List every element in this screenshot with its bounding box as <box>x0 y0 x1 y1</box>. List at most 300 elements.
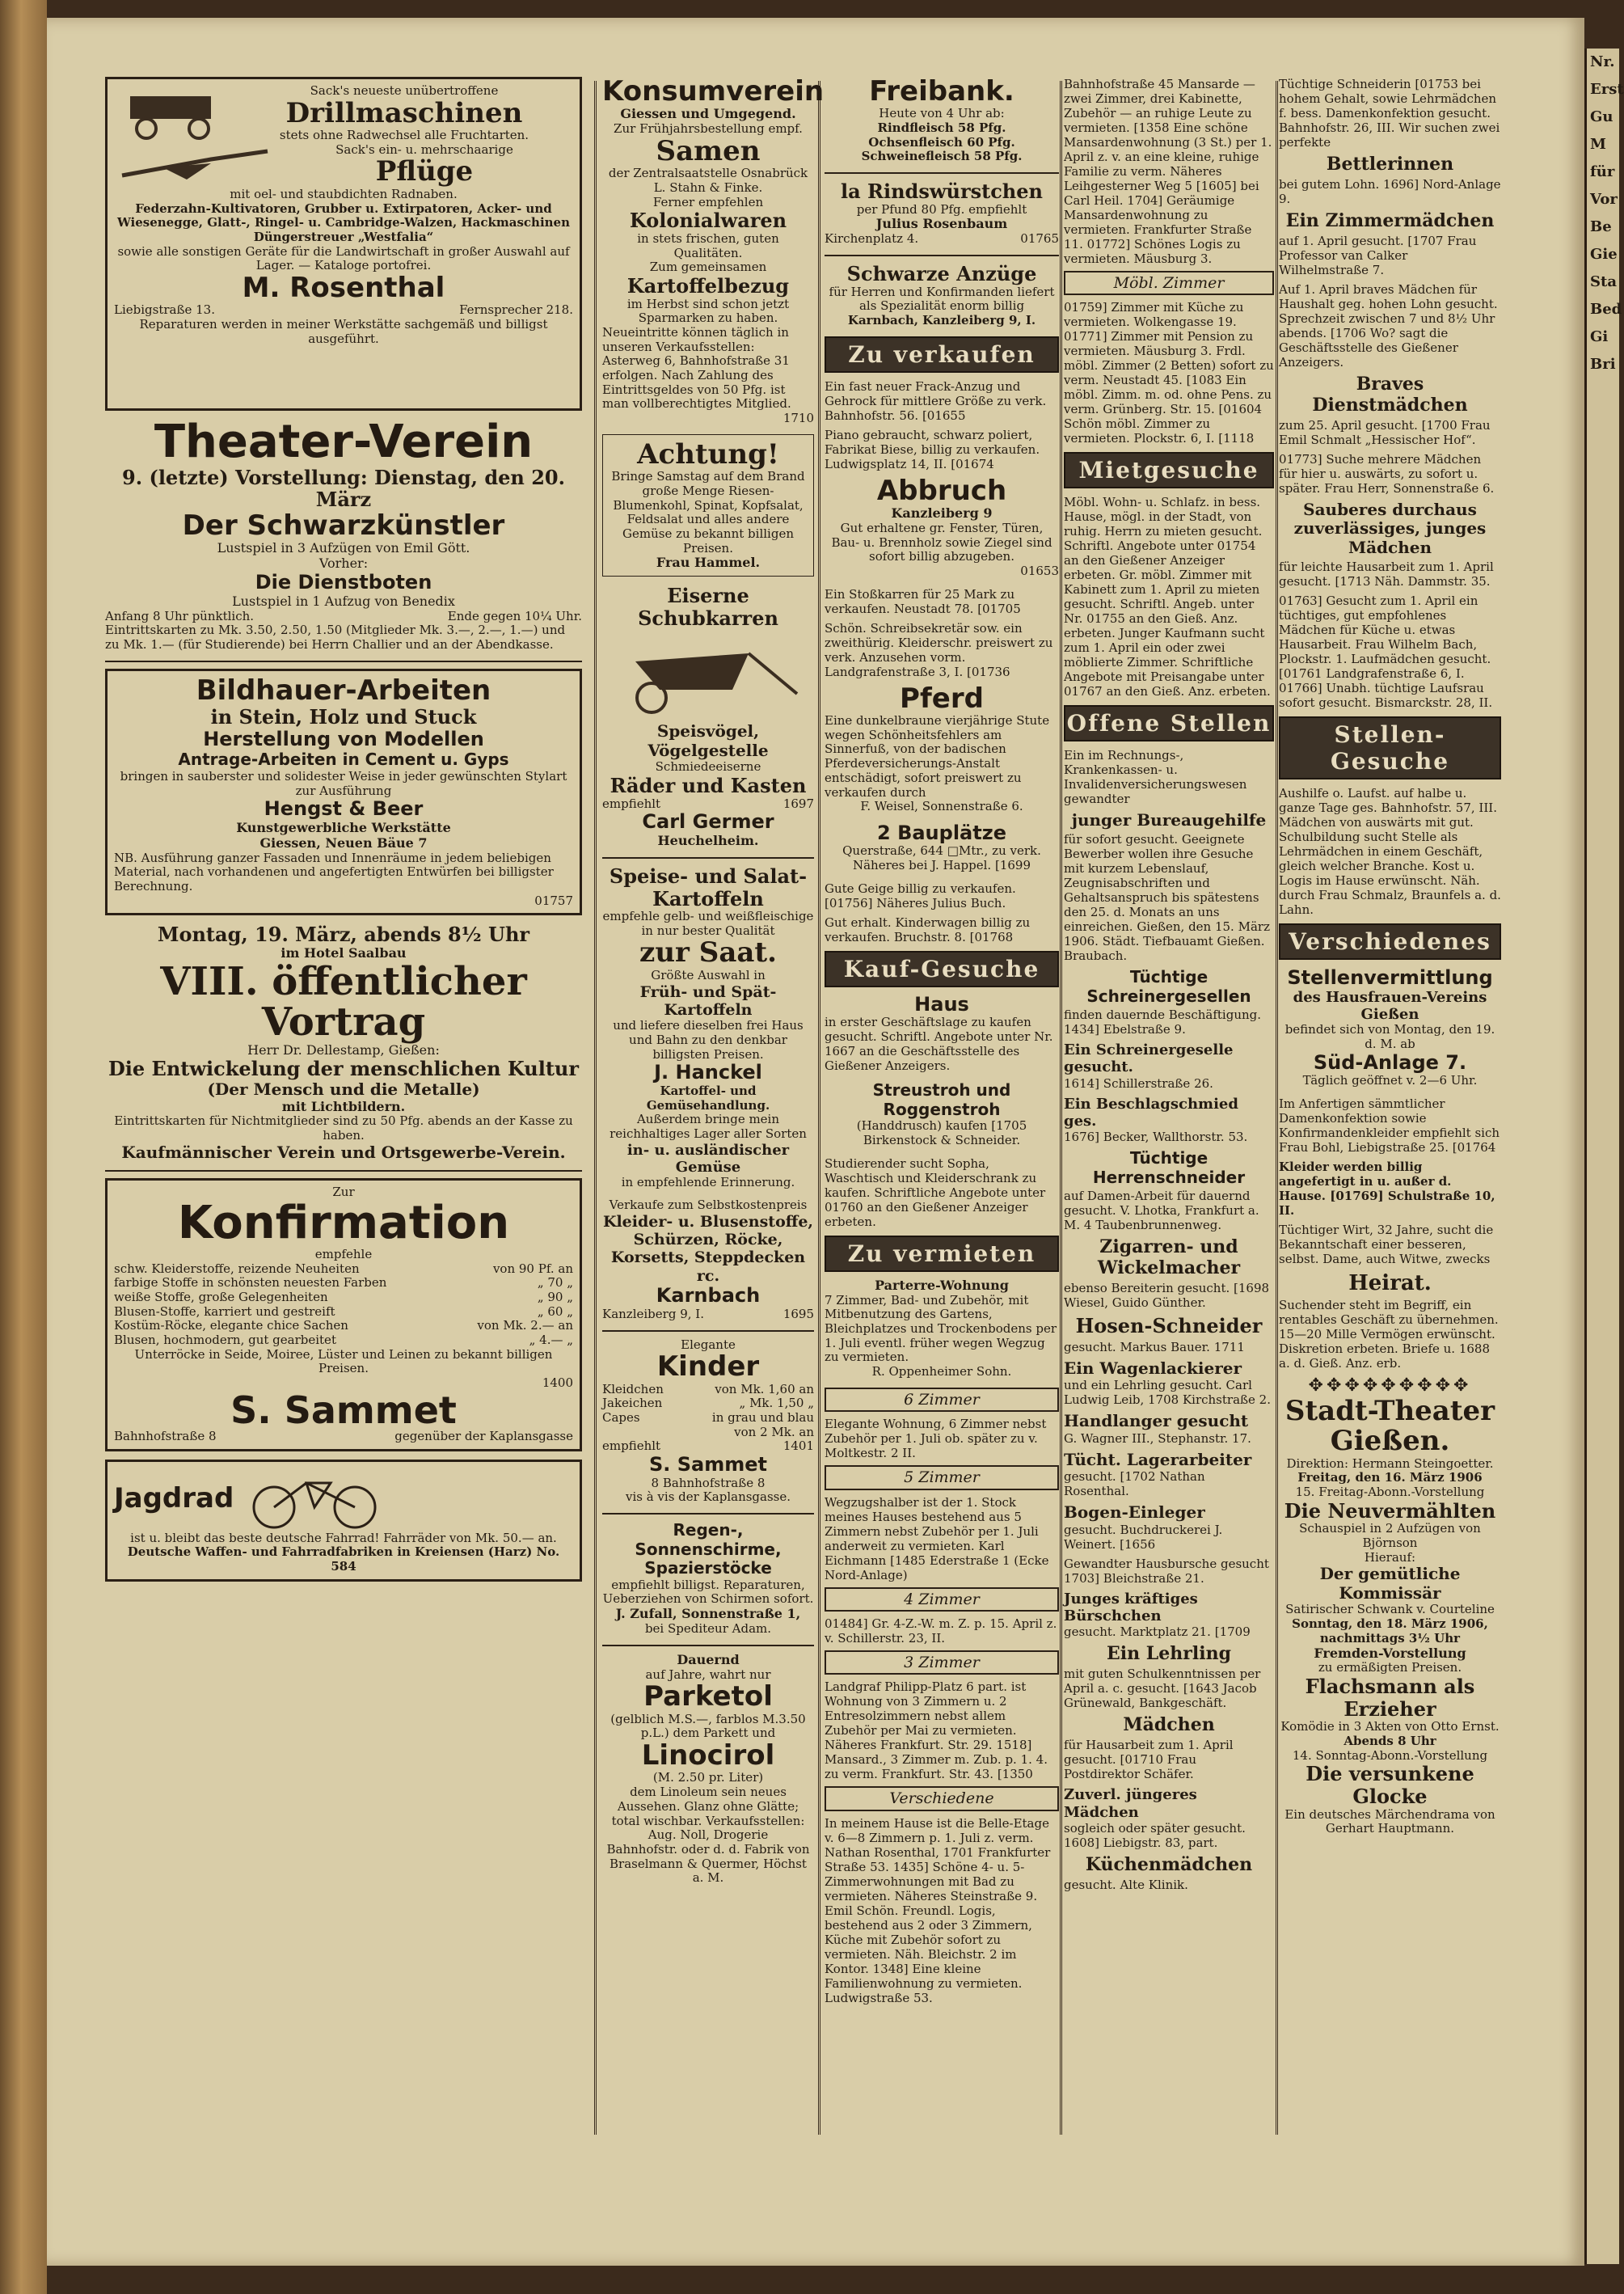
konf-empfehle: empfehle <box>314 1246 373 1261</box>
seed-drill-icon <box>114 84 235 141</box>
kartoffeln-saat3: und liefere dieselben frei Haus und Bahn zu den denkbar billigsten Preisen. <box>613 1018 804 1062</box>
stadttheater-hierauf: Hierauf: <box>1364 1549 1416 1565</box>
classified-ad: Im Anfertigen sämmtlicher Damenkonfektion sowie Konfirmandenkleider empfiehlt sich Frau Bohl, Liebigstraße 25. [01764 <box>1279 1096 1500 1155</box>
anzuege-company: Karnbach, Kanzleiberg 9, I. <box>847 312 1036 327</box>
stadttheater-play2: Der gemütliche Kommissär <box>1319 1564 1461 1603</box>
wohnung-ad <box>825 1278 1059 1379</box>
stroh-title: Streustroh und Roggenstroh <box>872 1080 1011 1119</box>
adjacent-text: für <box>1590 163 1615 180</box>
classified-ad: G. Wagner III., Stephanstr. 17. <box>1064 1430 1251 1446</box>
classified-ad: Elegante Wohnung, 6 Zimmer nebst Zubehör per 1. Juli ob. später zu v. Moltkestr. 2 II. <box>825 1417 1047 1461</box>
plough-sub: mit oel- und staubdichten Radnaben. <box>230 186 458 201</box>
karnbach-address: Kanzleiberg 9, I. <box>602 1306 704 1321</box>
pferd-ad <box>825 684 1059 814</box>
achtung-name: Frau Hammel. <box>656 555 761 571</box>
classified-ad: Gut erhalt. Kinderwagen billig zu verkaufen. Bruchstr. 8. [01768 <box>825 915 1031 944</box>
vermittlung-title: Stellenvermittlung <box>1287 965 1493 989</box>
bildhauer-text: bringen in sauberster und solidester Weise in jeder gewünschten Stylart zur Ausführung <box>120 768 567 798</box>
schirme-sub: bei Spediteur Adam. <box>644 1621 772 1637</box>
kinder-title: Kinder <box>656 1350 760 1384</box>
section-kauf-gesuche: Kauf-Gesuche <box>825 951 1059 987</box>
adjacent-text: Bri <box>1590 356 1616 373</box>
konsum-sub: Giessen und Umgegend. <box>620 106 796 122</box>
zigarren-title: Zigarren- und Wickelmacher <box>1097 1236 1241 1279</box>
adjacent-text: Vor <box>1590 191 1618 208</box>
stroh-sub: (Handdrusch) kaufen [1705 <box>856 1118 1027 1134</box>
konf-item-price: von 90 Pf. an <box>492 1261 573 1276</box>
kinder-item-label: Capes <box>602 1409 640 1425</box>
schirme-company: J. Zufall, Sonnenstraße 1, <box>615 1606 801 1622</box>
drill-note: sowie alle sonstigen Geräte für die Landwirtschaft in großer Auswahl auf Lager. — Kataloge portofrei. <box>117 243 570 273</box>
abbruch-text: Gut erhaltene gr. Fenster, Türen, Bau- u. Brennholz sowie Ziegel sind sofort billig abzugeben. <box>831 520 1052 564</box>
bildhauer-ad <box>105 669 582 916</box>
subsection-4-zimmer: 4 Zimmer <box>825 1587 1059 1612</box>
konsum-intro: Zur Frühjahrsbestellung empf. <box>614 121 803 137</box>
konsum-code: 1710 <box>782 411 814 426</box>
stroh-ad <box>825 1081 1059 1148</box>
vermittlung-sub: des Hausfrauen-Vereins Gießen <box>1293 989 1487 1024</box>
classified-ad: 1676] Becker, Wallthorstr. 53. <box>1064 1130 1248 1145</box>
konf-item-label: farbige Stoffe in schönsten neuesten Farben <box>114 1275 387 1291</box>
parketol-text2: Bahnhofstr. oder d. d. Fabrik von Braselmann & Quermer, Höchst a. M. <box>606 1841 810 1886</box>
kueche-title: Küchenmädchen <box>1085 1853 1253 1875</box>
kartoffeln-saat2: Früh- und Spät-Kartoffeln <box>639 982 777 1019</box>
germer-name: Carl Germer <box>642 810 774 834</box>
bauplaetze-title: 2 Bauplätze <box>877 821 1006 844</box>
karnbach-ad <box>602 1198 814 1322</box>
stadttheater-play2-sub: Satirischer Schwank v. Courteline <box>1285 1602 1495 1617</box>
stadttheater-title: Stadt-Theater Gießen. <box>1284 1394 1495 1458</box>
sued-text: Täglich geöffnet v. 2—6 Uhr. <box>1302 1073 1478 1088</box>
parketol-text: dem Linoleum sein neues Aussehen. Glanz ohne Glätte; total wischbar. Verkaufsstellen: Aug. Noll, Drogerie <box>611 1785 805 1843</box>
achtung-text: Bringe Samstag auf dem Brand große Menge Riesen-Blumenkohl, Spinat, Kopfsalat, Feldsalat und alles andere Gemüse zu bekannt billigen Preisen. <box>611 469 805 556</box>
stadttheater-fremden: Fremden-Vorstellung <box>1314 1645 1466 1661</box>
drill-list: Federzahn-Kultivatoren, Grubber u. Extirpatoren, Acker- und Wiesenegge, Glatt-, Ringel- u. Cambridge-Walzen, Hackmaschinen Düngerstreuer „Westfalia“ <box>116 201 571 244</box>
theater-line: 9. (letzte) Vorstellung: Dienstag, den 20. März <box>122 465 565 512</box>
konsum-kartoffel: Kartoffelbezug <box>626 274 790 298</box>
theater-play-sub: Lustspiel in 3 Aufzügen von Emil Gött. <box>217 540 470 556</box>
konf-item-price: von Mk. 2.— an <box>477 1318 573 1333</box>
herren-title: Tüchtige Herrenschneider <box>1092 1148 1246 1187</box>
kartoffeln-note2: in- u. ausländischer Gemüse <box>626 1141 790 1177</box>
stadttheater-sonntag: Sonntag, den 18. März 1906, nachmittags 3½ Uhr <box>1292 1616 1488 1646</box>
pferd-text: Eine dunkelbraune vierjährige Stute wegen Schönheitsfehlers am Sinnerfuß, von der badischen Pferdeversicherungs-Anstalt entschädigt, sofort preiswert zu verkaufen durch <box>825 713 1050 800</box>
karnbach-intro: Verkaufe zum Selbstkostenpreis <box>609 1197 808 1212</box>
abbruch-title: Abbruch <box>876 474 1007 507</box>
konsum-kartoffel-sub: im Herbst sind schon jetzt Sparmarken zu haben. <box>626 296 790 326</box>
wurst-code: 01765 <box>1020 231 1059 247</box>
classified-ad: Wegzugshalber ist der 1. Stock meines Hauses bestehend aus 5 Zimmern nebst Zubehör per 1. Juli anderweit zu vermieten. Karl Eichmann [1485 Ederstraße 1 (Ecke Nord-Anlage) <box>825 1494 1049 1582</box>
wurst-address: Kirchenplatz 4. <box>825 231 919 247</box>
classified-ad: Auf 1. April braves Mädchen für Haushalt geg. hohen Lohn gesucht. Sprechzeit zwischen 7 und 8½ Uhr abends. [1706 Wo? sagt die Geschäftsstelle des Gießener Anzeigers. <box>1279 281 1498 370</box>
vortrag-title: VIII. öffentlicher Vortrag <box>160 958 527 1046</box>
classified-ad: gesucht. Buchdruckerei J. Weinert. [1656 <box>1064 1522 1223 1552</box>
anzuege-text: für Herren und Konfirmanden liefert als Spezialität enorm billig <box>829 284 1055 314</box>
kinder-address: 8 Bahnhofstraße 8 <box>651 1475 766 1490</box>
stadttheater-vorst2: 14. Sonntag-Abonn.-Vorstellung <box>1292 1747 1488 1763</box>
jagdrad-text: ist u. bleibt das beste deutsche Fahrrad! Fahrräder von Mk. 50.— an. <box>130 1530 557 1545</box>
konsumverein-ad <box>602 75 825 426</box>
wurst-company: Julius Rosenbaum <box>875 216 1008 232</box>
bildhauer-address: Giessen, Neuen Bäue 7 <box>259 834 428 851</box>
plough-icon <box>114 143 276 184</box>
rosenthal-phone: Fernsprecher 218. <box>459 302 573 318</box>
kinder-empfiehlt: empfiehlt <box>602 1439 661 1454</box>
wohnung-title: Parterre-Wohnung <box>875 1277 1009 1293</box>
konf-item-price: „ 90 „ <box>537 1290 573 1304</box>
schirme-text: empfiehlt billigst. Reparaturen, Ueberziehen von Schirmen sofort. <box>602 1577 814 1607</box>
bicycle-icon <box>242 1467 387 1531</box>
kinder-item-price: von Mk. 1,60 an <box>715 1381 814 1396</box>
konsum-samen-sub: der Zentralsaatstelle Osnabrück L. Stahn & Finke. <box>608 166 808 196</box>
stadttheater-vorst: 15. Freitag-Abonn.-Vorstellung <box>1295 1484 1485 1499</box>
konf-address: Bahnhofstraße 8 <box>114 1429 217 1444</box>
section-mietgesuche: Mietgesuche <box>1064 452 1274 488</box>
juengeres-title: Zuverl. jüngeres Mädchen <box>1064 1786 1197 1821</box>
vortrag-place: im Hotel Saalbau <box>281 944 407 961</box>
konf-title: Konfirmation <box>177 1197 510 1250</box>
classified-ad: für leichte Hausarbeit zum 1. April gesucht. [1713 Näh. Dammstr. 35. <box>1279 559 1494 589</box>
classified-ad: mit guten Schulkenntnissen per April a. c. gesucht. [1643 Jacob Grünewald, Bankgeschäft. <box>1064 1667 1261 1711</box>
konf-item-label: Blusen-Stoffe, karriert und gestreift <box>114 1303 335 1319</box>
konsum-samen: Samen <box>656 134 761 167</box>
burschen-title: Junges kräftiges Bürschchen <box>1064 1590 1198 1625</box>
column-rule <box>818 81 820 2135</box>
drill-sub: stets ohne Radwechsel alle Fruchtarten. <box>279 128 529 143</box>
classified-ad: Tüchtige Schneiderin [01753 bei hohem Gehalt, sowie Lehrmädchen f. bess. Damenkonfektion gesucht. Bahnhofstr. 26, III. Wir suchen zwei perfekte <box>1279 77 1500 150</box>
freibank-item: Rindfleisch 58 Pfg. <box>877 120 1006 136</box>
subsection-5-zimmer: 5 Zimmer <box>825 1465 1059 1489</box>
schreinergehilfe-title: Ein Schreinergeselle gesucht. <box>1064 1041 1234 1076</box>
schubkarren-code: 1697 <box>782 796 814 811</box>
freibank-title: Freibank. <box>869 75 1014 108</box>
stadttheater-play: Die Neuvermählten <box>1284 1498 1496 1523</box>
classified-ad: Studierender sucht Sopha, Waschtisch und Kleiderschrank zu kaufen. Schriftliche Angebote unter 01760 an den Gießener Anzeiger erbeten. <box>825 1155 1046 1229</box>
adjacent-text: Erst <box>1590 81 1624 98</box>
theater-tickets: Eintrittskarten zu Mk. 3.50, 2.50, 1.50 (Mitglieder Mk. 3.—, 2.—, 1.—) und zu Mk. 1.— (für Studierende) bei Herrn Challier und an der Abendkasse. <box>105 623 566 652</box>
wurst-title: la Rindswürstchen <box>841 180 1043 204</box>
adjacent-text: Bed <box>1590 301 1622 318</box>
classified-ad: 01763] Gesucht zum 1. April ein tüchtiges, gut empfohlenes Mädchen für Küche u. etwas Hausarbeit. Frau Wilhelm Bach, Plockstr. 1. Laufmädchen gesucht. [01761 Landgrafenstraße 6, I. 01766] Unabh. tüchtige Laufsrau sofort gesucht. Bismarckstr. 28, II. <box>1279 593 1493 710</box>
classified-ad: Tüchtiger Wirt, 32 Jahre, sucht die Bekanntschaft einer besseren, selbst. Dame, auch Witwe, zwecks <box>1279 1223 1494 1267</box>
section-zu-vermieten: Zu vermieten <box>825 1236 1059 1272</box>
column-1 <box>105 77 582 1590</box>
stellenvermittlung-ad <box>1279 966 1501 1088</box>
classified-ad: In meinem Hause ist die Belle-Etage v. 6—8 Zimmern p. 1. Juli z. verm. Nathan Rosenthal, 1701 Frankfurter Straße 53. 1435] Schöne 4- u. 5-Zimmerwohnungen mit Bad zu vermieten. Näheres Steinstraße 9. Emil Schön. Freundl. Logis, bestehend aus 2 oder 3 Zimmern, Küche mit Zubehör sofort zu vermieten. Näh. Bleichstr. 2 im Kontor. 1348] Eine kleine Familienwohnung zu vermieten. Ludwigstraße 53. <box>825 1815 1051 2005</box>
konf-item-label: schw. Kleiderstoffe, reizende Neuheiten <box>114 1261 360 1276</box>
konf-address2: gegenüber der Kaplansgasse <box>394 1429 573 1444</box>
konf-item-price: „ 4.— „ <box>529 1333 573 1348</box>
wurst-sub: per Pfund 80 Pfg. empfiehlt <box>856 201 1027 217</box>
bureau-title: junger Bureaugehilfe <box>1071 810 1267 830</box>
schubkarren-empfiehlt: empfiehlt <box>602 796 661 811</box>
adjacent-text: Nr. <box>1590 53 1615 70</box>
stadttheater-play3: Flachsmann als Erzieher <box>1305 1675 1475 1721</box>
stadttheater-play4: Die versunkene Glocke <box>1306 1762 1474 1808</box>
vortrag-host: Kaufmännischer Verein und Ortsgewerbe-Verein. <box>121 1142 566 1162</box>
abbruch-ad <box>825 476 1059 579</box>
section-offene-stellen: Offene Stellen <box>1064 705 1274 741</box>
classified-ad: Schön. Schreibsekretär sow. ein zweithürig. Kleiderschr. preiswert zu verk. Anzusehen vorm. Landgrafenstraße 3, I. [01736 <box>825 620 1053 679</box>
bauplaetze-ad <box>825 822 1059 873</box>
theater-play: Der Schwarzkünstler <box>182 509 505 542</box>
column-2 <box>602 75 825 1894</box>
kinder-elegante: Elegante <box>681 1337 736 1352</box>
kartoffeln-saat: zur Saat. <box>639 936 777 970</box>
heirat-title: Heirat. <box>1348 1271 1432 1296</box>
achtung-title: Achtung! <box>637 437 779 471</box>
bildhauer-sub: in Stein, Holz und Stuck <box>210 705 477 729</box>
stadttheater-play-sub: Schauspiel in 2 Aufzügen von Björnson <box>1299 1521 1481 1550</box>
vortrag-date: Montag, 19. März, abends 8½ Uhr <box>157 923 530 947</box>
stadttheater-play3-sub: Komödie in 3 Akten von Otto Ernst. <box>1280 1719 1500 1734</box>
column-5 <box>1279 77 1501 1844</box>
abbruch-address: Kanzleiberg 9 <box>891 505 993 522</box>
kinder-ad <box>602 1338 814 1505</box>
classified-ad: für sofort gesucht. Geeignete Bewerber wollen ihre Gesuche mit kurzem Lebenslauf, Zeugnisabschriften und Gehaltsanspruch bis spätestens den 25. d. Monats an uns einreichen. Gießen, den 15. März 1906. Städt. Tiefbauamt Gießen. Braubach. <box>1064 832 1270 964</box>
konf-code: 1400 <box>542 1375 573 1391</box>
classified-ad: Gute Geige billig zu verkaufen. [01756] Näheres Julius Buch. <box>825 881 1016 910</box>
konsum-zum: Zum gemeinsamen <box>649 260 767 275</box>
kartoffeln-sub: empfehle gelb- und weißfleischige in nur bester Qualität <box>602 909 814 938</box>
bildhauer-nb: NB. Ausführung ganzer Fassaden und Innenräume in jedem beliebigen Material, nach vorhandenen und angefertigten Entwürfen bei billigster Berechnung. <box>114 850 554 894</box>
kinder-company: S. Sammet <box>648 1453 767 1477</box>
jagdrad-footer: Deutsche Waffen- und Fahrradfabriken in Kreiensen (Harz) No. 584 <box>127 1544 560 1574</box>
stadttheater-abends: Abends 8 Uhr <box>1343 1733 1436 1748</box>
column-3 <box>825 77 1059 2010</box>
classified-ad: gesucht. [1702 Nathan Rosenthal. <box>1064 1469 1205 1499</box>
germer-place: Heuchelheim. <box>657 833 759 849</box>
classified-ad: Ein fast neuer Frack-Anzug und Gehrock für mittlere Größe zu verk. Bahnhofstr. 56. [01655 <box>825 378 1047 423</box>
hosen-title: Hosen-Schneider <box>1075 1314 1263 1338</box>
schubkarren-line1: Speisvögel, Vögelgestelle <box>647 721 769 760</box>
bildhauer-line2: Herstellung von Modellen <box>203 727 484 750</box>
section-verschiedenes: Verschiedenes <box>1279 923 1501 960</box>
schreiner-title: Tüchtige Schreinergesellen <box>1086 967 1251 1006</box>
rosenthal-name: M. Rosenthal <box>242 271 445 304</box>
kinder-item-price: „ Mk. 1,50 „ <box>739 1396 814 1411</box>
freibank-line: Heute von 4 Uhr ab: <box>879 106 1005 121</box>
hanckel-name: J. Hanckel <box>654 1061 762 1084</box>
drill-heading: Sack's neueste unübertroffene <box>310 83 499 98</box>
adjacent-text: Be <box>1590 218 1612 235</box>
kartoffeln-note3: in empfehlende Erinnerung. <box>621 1175 795 1190</box>
stadttheater-direktion: Direktion: Hermann Steingoetter. <box>1286 1455 1494 1471</box>
kartoffeln-ad <box>602 865 814 1190</box>
dienst-title: Braves Dienstmädchen <box>1312 373 1468 416</box>
stadttheater-date: Freitag, den 16. März 1906 <box>1297 1470 1483 1485</box>
karnbach-name: Karnbach <box>656 1284 761 1308</box>
stadttheater-fremden-sub: zu ermäßigten Preisen. <box>1318 1660 1462 1675</box>
konf-item-label: Kostüm-Röcke, elegante chice Sachen <box>114 1318 348 1333</box>
classified-ad: Ein Stoßkarren für 25 Mark zu verkaufen. Neustadt 78. [01705 <box>825 586 1021 616</box>
konsum-ferner: Ferner empfehlen <box>652 194 764 209</box>
bildhauer-workshop: Kunstgewerbliche Werkstätte <box>236 819 451 835</box>
bettler-title: Bettlerinnen <box>1326 154 1454 175</box>
classified-ad: 01484] Gr. 4-Z.-W. m. Z. p. 15. April z. v. Schillerstr. 23, II. <box>825 1616 1057 1646</box>
subsection-3-zimmer: 3 Zimmer <box>825 1650 1059 1675</box>
schubkarren-line3: Räder und Kasten <box>610 774 807 798</box>
abbruch-code: 01653 <box>1020 564 1059 578</box>
theater-begin: Anfang 8 Uhr pünktlich. <box>105 608 255 623</box>
classified-ad: Ein im Rechnungs-, Krankenkassen- u. Invalidenversicherungswesen gewandter <box>1064 748 1247 807</box>
kinder-item-label: Jakeichen <box>602 1396 663 1411</box>
vermittlung-text: befindet sich von Montag, den 19. d. M. ab <box>1284 1022 1495 1052</box>
kinder-item-label: Kleidchen <box>602 1381 664 1396</box>
theater-verein-ad <box>105 416 582 653</box>
classified-ad: Bahnhofstraße 45 Mansarde — zwei Zimmer, drei Kabinette, Zubehör — an ruhige Leute zu vermieten. [1358 Eine schöne Mansardenwohnung (3 St.) per 1. April z. v. an eine kleine, ruhige Familie zu verm. Näheres Leihgesterner Weg 5 [1605] bei Carl Heil. 1704] Geräumige Mansardenwohnung zu vermieten. Frankfurter Straße 11. 01772] Schönes Logis zu vermieten. Mäusburg 3. <box>1064 77 1272 266</box>
book-binding-edge <box>0 0 47 2294</box>
parketol-intro2: auf Jahre, wahrt nur <box>645 1667 771 1682</box>
vortrag-images: mit Lichtbildern. <box>281 1098 406 1114</box>
bildhauer-line3: Antrage-Arbeiten in Cement u. Gyps <box>178 750 509 770</box>
plough-intro: Sack's ein- u. mehrschaarige <box>335 142 513 157</box>
linocirol-price: (M. 2.50 pr. Liter) <box>652 1770 764 1785</box>
drill-footer: Reparaturen werden in meiner Werkstätte sachgemäß und billigst ausgeführt. <box>139 317 548 346</box>
pferd-title: Pferd <box>900 682 984 715</box>
classified-ad: Piano gebraucht, schwarz poliert, Fabrikat Biese, billig zu verkaufen. Ludwigsplatz 14, II. [01674 <box>825 427 1040 471</box>
freibank-item: Schweinefleisch 58 Pfg. <box>861 149 1023 164</box>
plough-title: Pflüge <box>375 155 474 188</box>
wohnung-name: R. Oppenheimer Sohn. <box>871 1364 1012 1379</box>
column-rule <box>1276 81 1278 2135</box>
jung-title: Sauberes durchaus zuverlässiges, junges Mädchen <box>1293 499 1487 557</box>
classified-ad: finden dauernde Beschäftigung. 1434] Ebelstraße 9. <box>1064 1008 1262 1037</box>
vortrag-speaker: Herr Dr. Dellestamp, Gießen: <box>247 1041 440 1058</box>
linocirol-title: Linocirol <box>641 1739 775 1772</box>
wagen-title: Ein Wagenlackierer <box>1064 1358 1242 1378</box>
classified-ad: zum 25. April gesucht. [1700 Frau Emil Schmalt „Hessischer Hof“. <box>1279 417 1491 447</box>
kinder-item-price: in grau und blau <box>711 1409 814 1425</box>
achtung-ad <box>602 434 814 577</box>
anzuege-ad <box>825 263 1059 328</box>
theater-play2: Die Dienstboten <box>255 571 432 594</box>
classified-ad: gesucht. Markus Bauer. 1711 <box>1064 1339 1245 1354</box>
classified-ad: gesucht. Marktplatz 21. [1709 <box>1064 1624 1251 1640</box>
schubkarren-ad <box>602 585 814 849</box>
maedchen-title: Mädchen <box>1123 1714 1215 1736</box>
schirme-title: Regen-, Sonnenschirme, Spazierstöcke <box>635 1520 782 1578</box>
konfirmation-ad <box>105 1178 582 1451</box>
kartoffeln-saat-text: Größte Auswahl in <box>651 967 766 982</box>
pferd-name: F. Weisel, Sonnenstraße 6. <box>860 799 1023 814</box>
lehrling-title: Ein Lehrling <box>1107 1643 1231 1665</box>
konf-item-price: „ 60 „ <box>537 1303 573 1319</box>
column-rule <box>594 81 597 2135</box>
drill-title: Drillmaschinen <box>285 96 523 129</box>
vortrag-ad <box>105 923 582 1162</box>
subsection-6-zimmer: 6 Zimmer <box>825 1388 1059 1412</box>
classified-ad: für Hausarbeit zum 1. April gesucht. [01710 Frau Postdirektor Schäfer. <box>1064 1738 1234 1782</box>
haus-ad <box>825 994 1059 1073</box>
classified-ad: ebenso Bereiterin gesucht. [1698 Wiesel, Guido Günther. <box>1064 1281 1270 1311</box>
stadttheater-play4-sub: Ein deutsches Märchendrama von Gerhart Hauptmann. <box>1284 1806 1495 1836</box>
classified-ad: 1614] Schillerstraße 26. <box>1064 1075 1213 1091</box>
handlanger-title: Handlanger gesucht <box>1064 1411 1249 1431</box>
adjacent-text: Gi <box>1590 328 1609 345</box>
konf-item-label: Blusen, hochmodern, gut gearbeitet <box>114 1333 336 1348</box>
rosenthal-street: Liebigstraße 13. <box>114 302 215 318</box>
parketol-intro: Dauernd <box>677 1651 740 1667</box>
karnbach-items: Kleider- u. Blusenstoffe, Schürzen, Röcke, Korsetts, Steppdecken rc. <box>602 1212 814 1285</box>
classified-ad: auf 1. April gesucht. [1707 Frau Professor van Calker Wilhelmstraße 7. <box>1279 233 1477 277</box>
sued-anlage: Süd-Anlage 7. <box>1313 1050 1467 1074</box>
konsum-kolonial: Kolonialwaren <box>629 209 787 233</box>
kartoffeln-note: Außerdem bringe mein reichhaltiges Lager aller Sorten <box>610 1112 807 1142</box>
wheelbarrow-icon <box>611 629 805 718</box>
freibank-ad <box>825 77 1059 164</box>
classified-ad: 01773] Suche mehrere Mädchen für hier u. auswärts, zu sofort u. später. Frau Herr, Sonnenstraße 6. <box>1279 451 1495 496</box>
bildhauer-company: Hengst & Beer <box>264 797 424 821</box>
adjacent-page-edge <box>1584 49 1624 2264</box>
classified-ad: Möbl. Wohn- u. Schlafz. in bess. Hause, mögl. in der Stadt, von ruhig. Herrn zu mieten gesucht. Schriftl. Angebote unter 01754 an den Gießener Anzeiger erbeten. Gr. möbl. Zimmer mit Kabinett zum 1. April zu mieten gesucht. Schriftl. Angeb. unter Nr. 01755 an den Gieß. Anz. erbeten. Junger Kaufmann sucht zum 1. April ein oder zwei möblierte Zimmer. Schriftliche Angebote mit Preisangabe unter 01767 an den Gieß. Anz. erbeten. <box>1064 495 1271 699</box>
adjacent-text: Gie <box>1590 246 1618 263</box>
jagdrad-title: Jagdrad <box>114 1482 234 1515</box>
kinder-code: 1401 <box>782 1439 814 1454</box>
konsum-title: Konsumverein <box>602 75 825 108</box>
stroh-company: Birkenstock & Schneider. <box>863 1133 1021 1148</box>
haus-text: in erster Geschäftslage zu kaufen gesucht. Schriftl. Angebote unter Nr. 1667 an die Geschäftsstelle des Gießener Anzeigers. <box>825 1015 1053 1073</box>
kartoffeln-title: Speise- und Salat-Kartoffeln <box>609 864 808 910</box>
bogen-title: Bogen-Einleger <box>1064 1502 1205 1523</box>
bauplaetze-text: Querstraße, 644 □Mtr., zu verk. Näheres bei J. Happel. [1699 <box>842 843 1041 873</box>
stadttheater-ad <box>1279 1396 1501 1836</box>
classified-ad: 01759] Zimmer mit Küche zu vermieten. Wolkengasse 19. 01771] Zimmer mit Pension zu vermieten. Mäusburg 3. Frdl. möbl. Zimmer (2 Betten) sofort zu verm. Neustadt 45. [1083 Ein möbl. Zimm. m. od. ohne Pens. zu verm. Grünberg. Str. 15. [01604 Schön möbl. Zimmer zu vermieten. Plockstr. 6, I. [1118 <box>1064 300 1274 446</box>
parketol-price: (gelblich M.S.—, farblos M.3.50 p.L.) dem Parkett und <box>610 1711 806 1741</box>
jagdrad-ad <box>105 1460 582 1582</box>
wohnung-text: 7 Zimmer, Bad- und Zubehör, mit Mitbenutzung des Gartens, Bleichplatzes und Trockenbodens per 1. Juli eventl. früher wegen Wegzug zu vermieten. <box>825 1292 1057 1365</box>
lager-title: Tücht. Lagerarbeiter <box>1064 1449 1252 1469</box>
schubkarren-title: Eiserne Schubkarren <box>638 584 778 630</box>
classified-ad: Suchender steht im Begriff, ein rentables Geschäft zu übernehmen. 15—20 Mille Vermögen erwünscht. Diskretion erbeten. Briefe u. 1688 a. d. Gieß. Anz. erb. <box>1279 1297 1499 1371</box>
parketol-ad <box>602 1653 814 1886</box>
haus-title: Haus <box>914 992 969 1016</box>
vortrag-topic2: (Der Mensch und die Metalle) <box>207 1079 480 1100</box>
drillmaschinen-ad <box>105 77 582 411</box>
classified-ad: gesucht. Alte Klinik. <box>1064 1877 1188 1892</box>
subsection-verschiedene: Verschiedene <box>825 1786 1059 1810</box>
bildhauer-code: 01757 <box>534 893 573 908</box>
adjacent-text: Sta <box>1590 273 1617 290</box>
beschlag-title: Ein Beschlagschmied ges. <box>1064 1095 1238 1130</box>
vortrag-topic: Die Entwickelung der menschlichen Kultur <box>108 1057 579 1081</box>
column-4 <box>1064 77 1274 1897</box>
karnbach-code: 1695 <box>782 1306 814 1321</box>
konf-note: Unterröcke in Seide, Moiree, Lüster und Leinen zu bekannt billigen Preisen. <box>134 1346 553 1376</box>
anzuege-title: Schwarze Anzüge <box>846 261 1037 285</box>
freibank-item: Ochsenfleisch 60 Pfg. <box>868 134 1015 150</box>
column-rule <box>1060 81 1062 2135</box>
section-zu-verkaufen: Zu verkaufen <box>825 336 1059 373</box>
kinder-item-price: von 2 Mk. an <box>734 1424 814 1439</box>
classified-ad: Kleider werden billig angefertigt in u. außer d. Hause. [01769] Schulstraße 10, II. <box>1279 1160 1495 1219</box>
theater-play2-sub: Lustspiel in 1 Aufzug von Benedix <box>232 593 455 609</box>
theater-title: Theater-Verein <box>154 416 534 468</box>
theater-end: Ende gegen 10¼ Uhr. <box>447 608 582 623</box>
konf-company: S. Sammet <box>230 1388 457 1432</box>
bildhauer-title: Bildhauer-Arbeiten <box>196 674 491 707</box>
konsum-neu: Neueintritte können täglich in unseren Verkaufsstellen: Asterweg 6, Bahnhofstraße 31 erfolgen. Nach Zahlung des Eintrittsgeldes von 50 Pfg. ist man vollberechtigtes Mitglied. <box>602 325 791 412</box>
section-stellen-gesuche: Stellen-Gesuche <box>1279 716 1501 779</box>
classified-ad: Aushilfe o. Laufst. auf halbe u. ganze Tage ges. Bahnhofstr. 57, III. Mädchen von auswärts mit gut. Schulbildung sucht Stelle als Lehrmädchen in einem Geschäft, gleich welcher Branche. Kost u. Logis im Hause erwünscht. Näh. durch Frau Schmalz, Braunfels a. d. Lahn. <box>1279 785 1501 917</box>
konsum-kolonial-sub: in stets frischen, guten Qualitäten. <box>637 231 779 260</box>
konf-zur: Zur <box>332 1185 355 1200</box>
adjacent-text: M <box>1590 136 1606 153</box>
kinder-address2: vis à vis der Kaplansgasse. <box>625 1489 791 1505</box>
vortrag-tickets: Eintrittskarten für Nichtmitglieder sind zu 50 Pfg. abends an der Kasse zu haben. <box>114 1113 573 1143</box>
subsection-moebl-zimmer: Möbl. Zimmer <box>1064 271 1274 295</box>
classified-ad: Gewandter Hausbursche gesucht 1703] Bleichstraße 21. <box>1064 1556 1269 1586</box>
